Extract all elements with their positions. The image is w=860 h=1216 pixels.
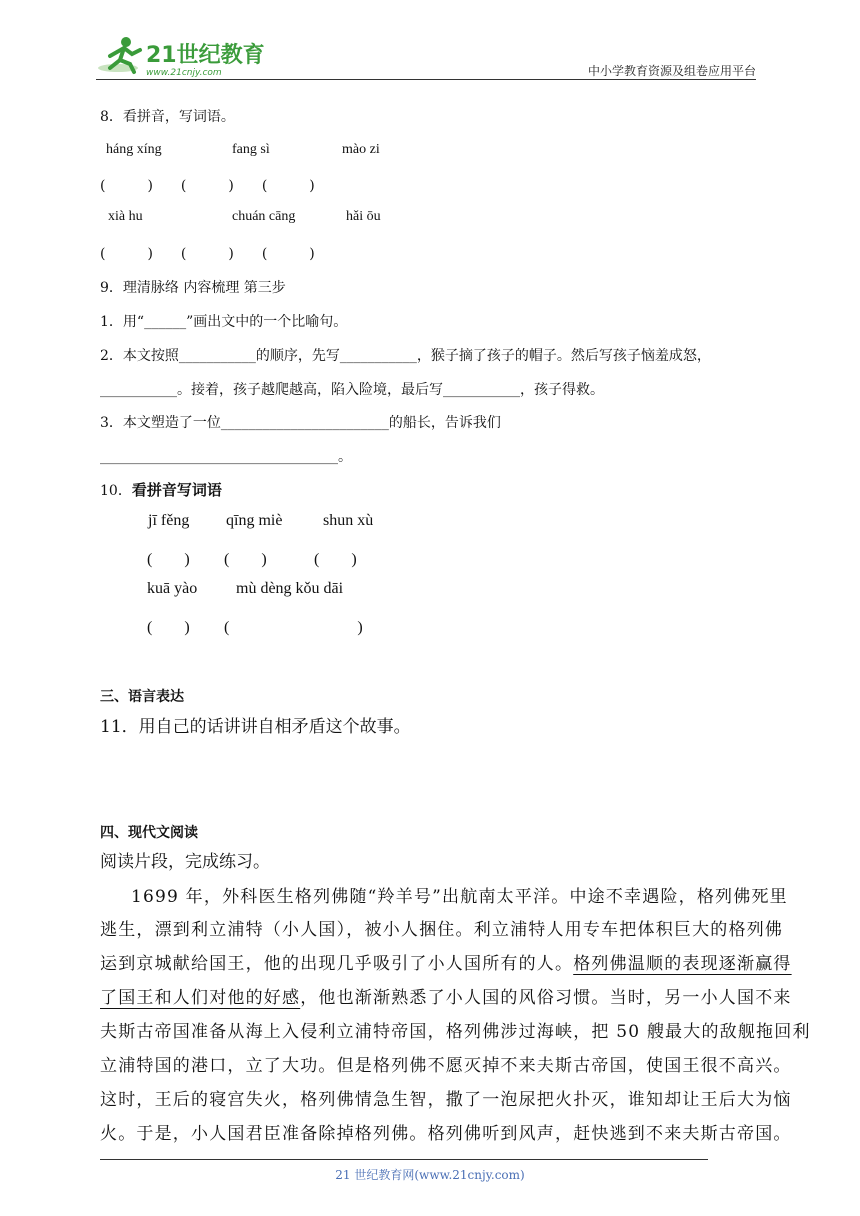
q10-pinyin-4: kuā yào [147,580,198,597]
q9-item-3b: __________________________________。 [100,449,352,465]
q10-answer-4[interactable]: ( ) [147,619,190,636]
q8-answer-row-1[interactable]: ( ) ( ) ( ) [100,178,315,194]
underlined-sentence-part-2[interactable]: 了国王和人们对他的好感 [100,988,301,1008]
passage-line-7: 这时，王后的寝宫失火，格列佛情急生智，撒了一泡尿把火扑灭，谁知却让王后大为恼 [100,1090,792,1110]
q10-number: 10． [100,483,132,499]
q9-title: 9．理清脉络 内容梳理 第三步 [100,280,286,296]
footer-link[interactable]: 21 世纪教育网(www.21cnjy.com) [335,1168,525,1182]
reading-intro: 阅读片段，完成练习。 [100,852,270,872]
q10-pinyin-2: qīng miè [226,512,283,529]
footer-divider [100,1159,708,1160]
platform-name: 中小学教育资源及组卷应用平台 [587,64,756,78]
passage-line-4 [100,983,792,1008]
header-divider [96,79,756,80]
site-logo [96,34,266,80]
passage-line-3-plain: 运到京城献给国王，他的出现几乎吸引了小人国所有的人。 [100,954,574,974]
q10-pinyin-3: shun xù [323,512,374,529]
q9-item-1: 1．用“______”画出文中的一个比喻句。 [100,314,348,330]
q10-answer-1[interactable]: ( ) [147,551,190,568]
q8-pinyin-3: mào zi [342,142,380,157]
logo-text: 21世纪教育 [146,43,265,68]
q8-pinyin-1: háng xíng [106,142,162,157]
q10-heading [100,479,222,500]
section-3-heading: 三、语言表达 [100,689,184,705]
passage-line-2: 逃生，漂到利立浦特（小人国），被小人捆住。利立浦特人用专车把体积巨大的格列佛 [100,920,784,940]
passage-line-8: 火。于是，小人国君臣准备除掉格列佛。格列佛听到风声，赶快逃到不来夫斯古帝国。 [100,1124,792,1144]
passage-line-5: 夫斯古帝国准备从海上入侵利立浦特帝国，格列佛涉过海峡，把 50 艘最大的敌舰拖回利 [100,1022,811,1042]
q8-title: 8．看拼音，写词语。 [100,109,235,125]
q8-pinyin-2: fang sì [232,142,270,157]
q10-answer-5[interactable]: ( ) [224,619,363,636]
q11-text: 11．用自己的话讲讲自相矛盾这个故事。 [100,717,411,737]
passage-line-1: 1699 年，外科医生格列佛随“羚羊号”出航南太平洋。中途不幸遇险，格列佛死里 [131,887,788,907]
underlined-sentence-part-1[interactable]: 格列佛温顺的表现逐渐赢得 [573,954,792,974]
q10-pinyin-1: jī fěng [148,512,190,529]
q9-item-3a: 3．本文塑造了一位________________________的船长，告诉我们 [100,415,501,431]
passage-line-6: 立浦特国的港口，立了大功。但是格列佛不愿灭掉不来夫斯古帝国，使国王很不高兴。 [100,1056,792,1076]
q9-item-2a: 2．本文按照___________的顺序，先写___________，猴子摘了孩子的帽子。然后写孩子恼羞成怒， [100,348,711,364]
passage-line-4-plain: ，他也渐渐熟悉了小人国的风俗习惯。当时，另一小人国不来 [300,988,792,1008]
logo-subtext: www.21cnjy.com [146,68,222,78]
q8-pinyin-4: xià hu [108,209,143,224]
section-4-heading: 四、现代文阅读 [100,825,198,841]
q9-item-2b: ___________。接着，孩子越爬越高，陷入险境，最后写___________，孩子得救。 [100,382,604,398]
q10-pinyin-5: mù dèng kǒu dāi [236,580,344,597]
q10-title: 看拼音写词语 [131,481,222,499]
runner-logo-icon [96,34,266,80]
q8-pinyin-5: chuán cāng [232,209,296,224]
q10-answer-3[interactable]: ( ) [314,551,357,568]
q10-answer-2[interactable]: ( ) [224,551,267,568]
q8-answer-row-2[interactable]: ( ) ( ) ( ) [100,246,315,262]
q8-pinyin-6: hǎi ōu [346,209,381,224]
passage-line-3 [100,949,792,974]
